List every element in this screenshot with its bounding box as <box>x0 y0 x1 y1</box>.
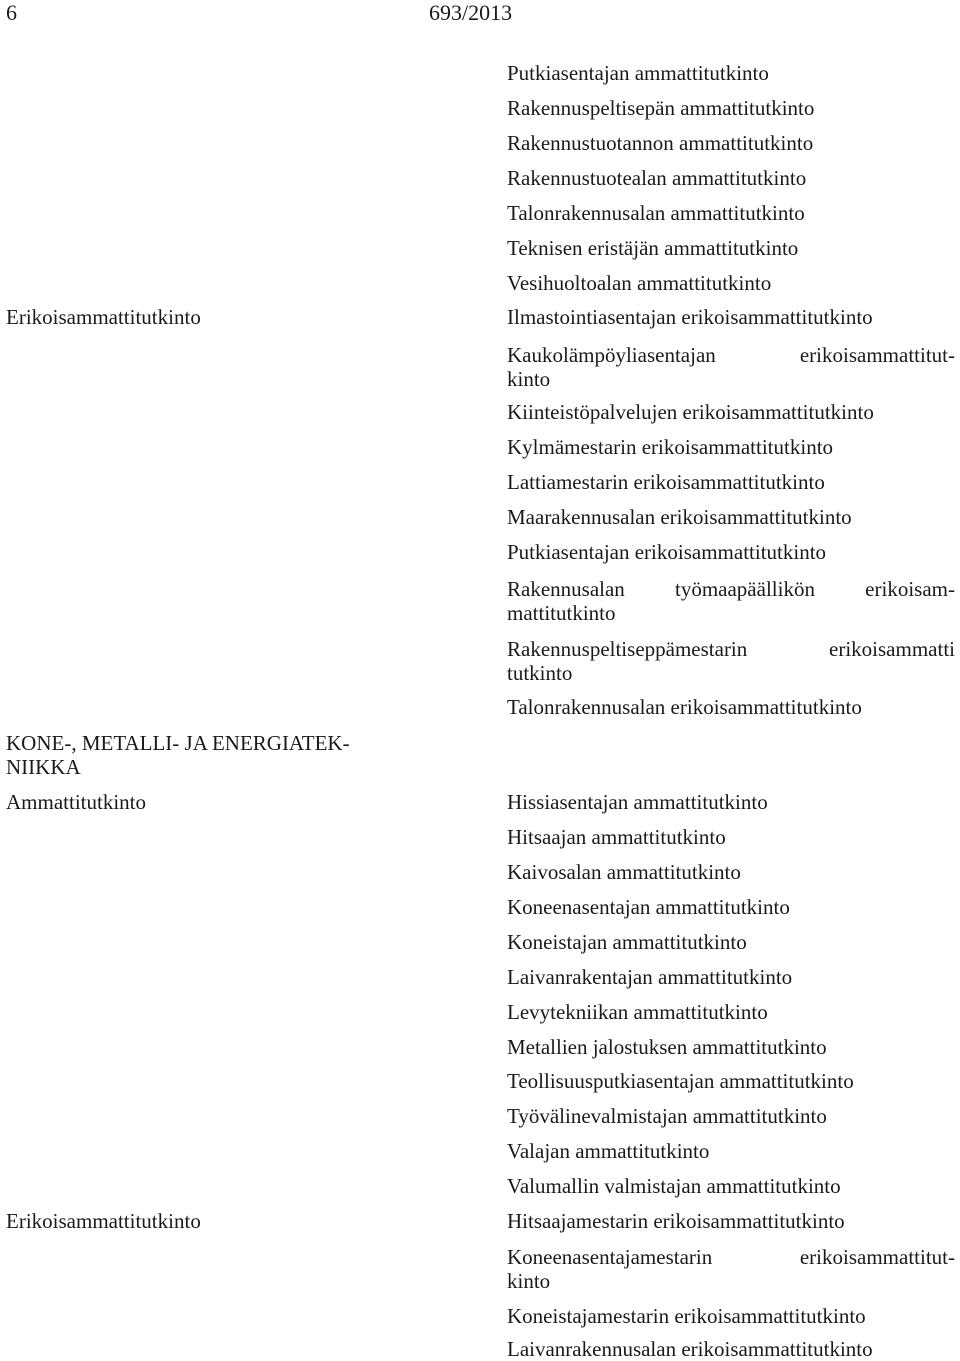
qualification-level-label: Erikoisammattitutkinto <box>6 1209 201 1233</box>
qualification-item-part: Koneenasentajamestarin <box>507 1245 713 1269</box>
qualification-item: Koneenasentajan ammattitutkinto <box>507 895 790 919</box>
qualification-item: Koneistajamestarin erikoisammattitutkinto <box>507 1304 866 1328</box>
qualification-item: Rakennuspeltisepän ammattitutkinto <box>507 96 815 120</box>
qualification-item-continuation: kinto <box>507 367 551 391</box>
qualification-item: Talonrakennusalan erikoisammattitutkinto <box>507 695 862 719</box>
qualification-item: Rakennustuotealan ammattitutkinto <box>507 166 807 190</box>
qualification-level-label: Erikoisammattitutkinto <box>6 305 201 329</box>
qualification-item-part: Rakennusalan <box>507 577 625 601</box>
qualification-item: Laivanrakennusalan erikoisammattitutkinto <box>507 1337 873 1361</box>
qualification-item: Valajan ammattitutkinto <box>507 1139 710 1163</box>
qualification-item: Lattiamestarin erikoisammattitutkinto <box>507 470 825 494</box>
qualification-level-label: Ammattitutkinto <box>6 790 146 814</box>
qualification-item: Työvälinevalmistajan ammattitutkinto <box>507 1104 827 1128</box>
qualification-item-continuation: mattitutkinto <box>507 601 616 625</box>
qualification-item: Kylmämestarin erikoisammattitutkinto <box>507 435 834 459</box>
qualification-item-part: erikoisammattitut- <box>799 1245 955 1269</box>
qualification-item: Valumallin valmistajan ammattitutkinto <box>507 1174 841 1198</box>
qualification-item-part: erikoisammattitut- <box>799 343 955 367</box>
qualification-item: Hitsaajamestarin erikoisammattitutkinto <box>507 1209 845 1233</box>
qualification-item: Vesihuoltoalan ammattitutkinto <box>507 271 772 295</box>
qualification-item: Metallien jalostuksen ammattitutkinto <box>507 1035 827 1059</box>
qualification-item: Laivanrakentajan ammattitutkinto <box>507 965 793 989</box>
qualification-item-part: Rakennuspeltiseppämestarin <box>507 637 748 661</box>
qualification-item: Hitsaajan ammattitutkinto <box>507 825 726 849</box>
qualification-item-part: erikoisam- <box>865 577 955 601</box>
qualification-item <box>507 343 955 367</box>
page-number: 6 <box>6 0 17 25</box>
qualification-item <box>507 1245 955 1269</box>
section-title-line-1: KONE-, METALLI- JA ENERGIATEK- <box>6 731 350 755</box>
document-number: 693/2013 <box>429 0 513 25</box>
qualification-item <box>507 577 955 601</box>
qualification-item: Levytekniikan ammattitutkinto <box>507 1000 768 1024</box>
qualification-item: Ilmastointiasentajan erikoisammattitutkinto <box>507 305 873 329</box>
qualification-item-part: Kaukolämpöyliasentajan <box>507 343 716 367</box>
qualification-item: Rakennustuotannon ammattitutkinto <box>507 131 814 155</box>
qualification-item: Koneistajan ammattitutkinto <box>507 930 747 954</box>
qualification-item-continuation: tutkinto <box>507 661 573 685</box>
qualification-item: Kiinteistöpalvelujen erikoisammattitutkinto <box>507 400 874 424</box>
qualification-item: Teollisuusputkiasentajan ammattitutkinto <box>507 1069 854 1093</box>
qualification-item-continuation: kinto <box>507 1269 551 1293</box>
qualification-item-part: työmaapäällikön <box>675 577 815 601</box>
page-header <box>0 0 960 30</box>
qualification-item: Putkiasentajan erikoisammattitutkinto <box>507 540 827 564</box>
qualification-item: Talonrakennusalan ammattitutkinto <box>507 201 805 225</box>
qualification-item: Hissiasentajan ammattitutkinto <box>507 790 768 814</box>
qualification-item-part: erikoisammatti <box>829 637 955 661</box>
qualification-item: Teknisen eristäjän ammattitutkinto <box>507 236 799 260</box>
qualification-item: Kaivosalan ammattitutkinto <box>507 860 741 884</box>
section-title-line-2: NIIKKA <box>6 755 81 779</box>
qualification-item: Putkiasentajan ammattitutkinto <box>507 61 769 85</box>
qualification-item: Maarakennusalan erikoisammattitutkinto <box>507 505 852 529</box>
qualification-item <box>507 637 955 661</box>
